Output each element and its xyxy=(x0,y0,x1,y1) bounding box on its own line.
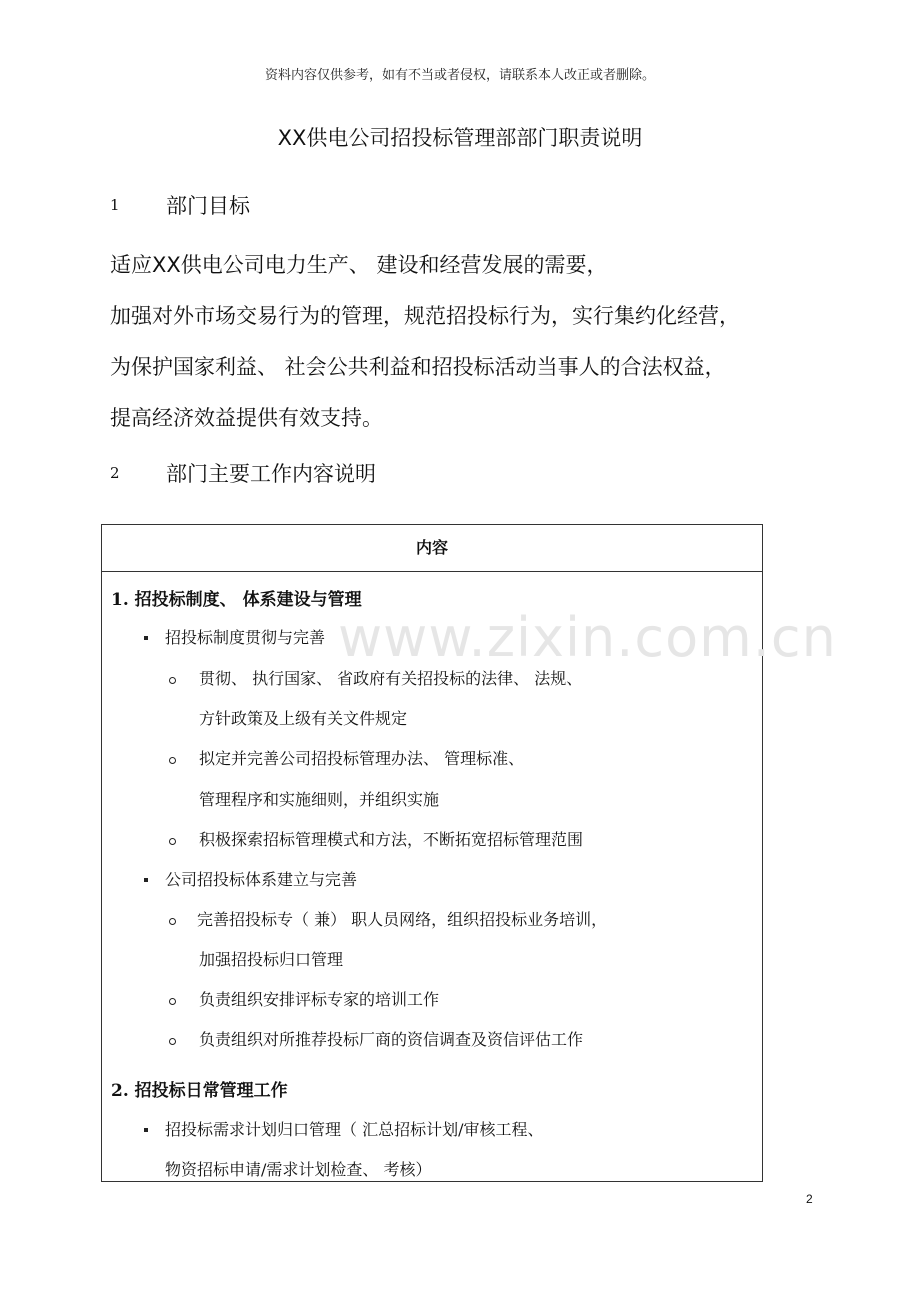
document-title: XX供电公司招投标管理部部门职责说明 xyxy=(277,126,643,150)
section-1-body xyxy=(110,240,790,444)
circle-bullet-icon xyxy=(169,757,176,764)
section-title: 部门目标 xyxy=(166,194,250,218)
sub-item: 拟定并完善公司招投标管理办法、 管理标准、 xyxy=(199,749,525,768)
body-line: 提高经济效益提供有效支持。 xyxy=(110,406,383,430)
sub-item-continued: 加强招投标归口管理 xyxy=(199,950,344,969)
watermark: www.zixin.com.cn xyxy=(338,606,837,669)
square-bullet-icon xyxy=(144,878,148,882)
circle-bullet-icon xyxy=(169,838,176,845)
sub-item: 负责组织对所推荐投标厂商的资信调查及资信评估工作 xyxy=(199,1030,584,1049)
section-number: 1 xyxy=(110,196,120,214)
section-title: 部门主要工作内容说明 xyxy=(166,462,376,486)
sub-item: 完善招投标专（ 兼） 职人员网络，组织招投标业务培训， xyxy=(197,910,608,929)
sub-item-continued: 管理程序和实施细则，并组织实施 xyxy=(199,790,440,809)
bullet-item: 招投标需求计划归口管理（ 汇总招标计划/审核工程、 xyxy=(165,1120,544,1139)
body-line: 适应XX供电公司电力生产、 建设和经营发展的需要， xyxy=(110,253,608,277)
table-heading-2: 2. 招投标日常管理工作 xyxy=(111,1081,288,1101)
body-line: 加强对外市场交易行为的管理，规范招投标行为，实行集约化经营， xyxy=(110,304,740,328)
content-table xyxy=(101,524,763,1182)
sub-item: 负责组织安排评标专家的培训工作 xyxy=(199,990,440,1009)
square-bullet-icon xyxy=(144,636,148,640)
square-bullet-icon xyxy=(144,1128,148,1132)
body-line: 为保护国家利益、 社会公共利益和招投标活动当事人的合法权益， xyxy=(110,355,726,379)
sub-item: 贯彻、 执行国家、 省政府有关招投标的法律、 法规、 xyxy=(199,669,583,688)
page-number: 2 xyxy=(806,1192,813,1206)
circle-bullet-icon xyxy=(169,1038,176,1045)
table-heading-1: 1. 招投标制度、 体系建设与管理 xyxy=(111,590,362,610)
sub-item-continued: 方针政策及上级有关文件规定 xyxy=(199,709,408,728)
bullet-item-continued: 物资招标申请/需求计划检查、 考核） xyxy=(165,1160,432,1179)
sub-item: 积极探索招标管理模式和方法，不断拓宽招标管理范围 xyxy=(199,830,584,849)
bullet-item: 公司招投标体系建立与完善 xyxy=(165,870,358,889)
disclaimer: 资料内容仅供参考，如有不当或者侵权，请联系本人改正或者删除。 xyxy=(264,68,655,83)
circle-bullet-icon xyxy=(169,998,176,1005)
circle-bullet-icon xyxy=(169,677,176,684)
bullet-item: 招投标制度贯彻与完善 xyxy=(165,628,326,647)
circle-bullet-icon xyxy=(169,918,176,925)
table-header: 内容 xyxy=(102,525,762,572)
section-number: 2 xyxy=(110,464,120,482)
